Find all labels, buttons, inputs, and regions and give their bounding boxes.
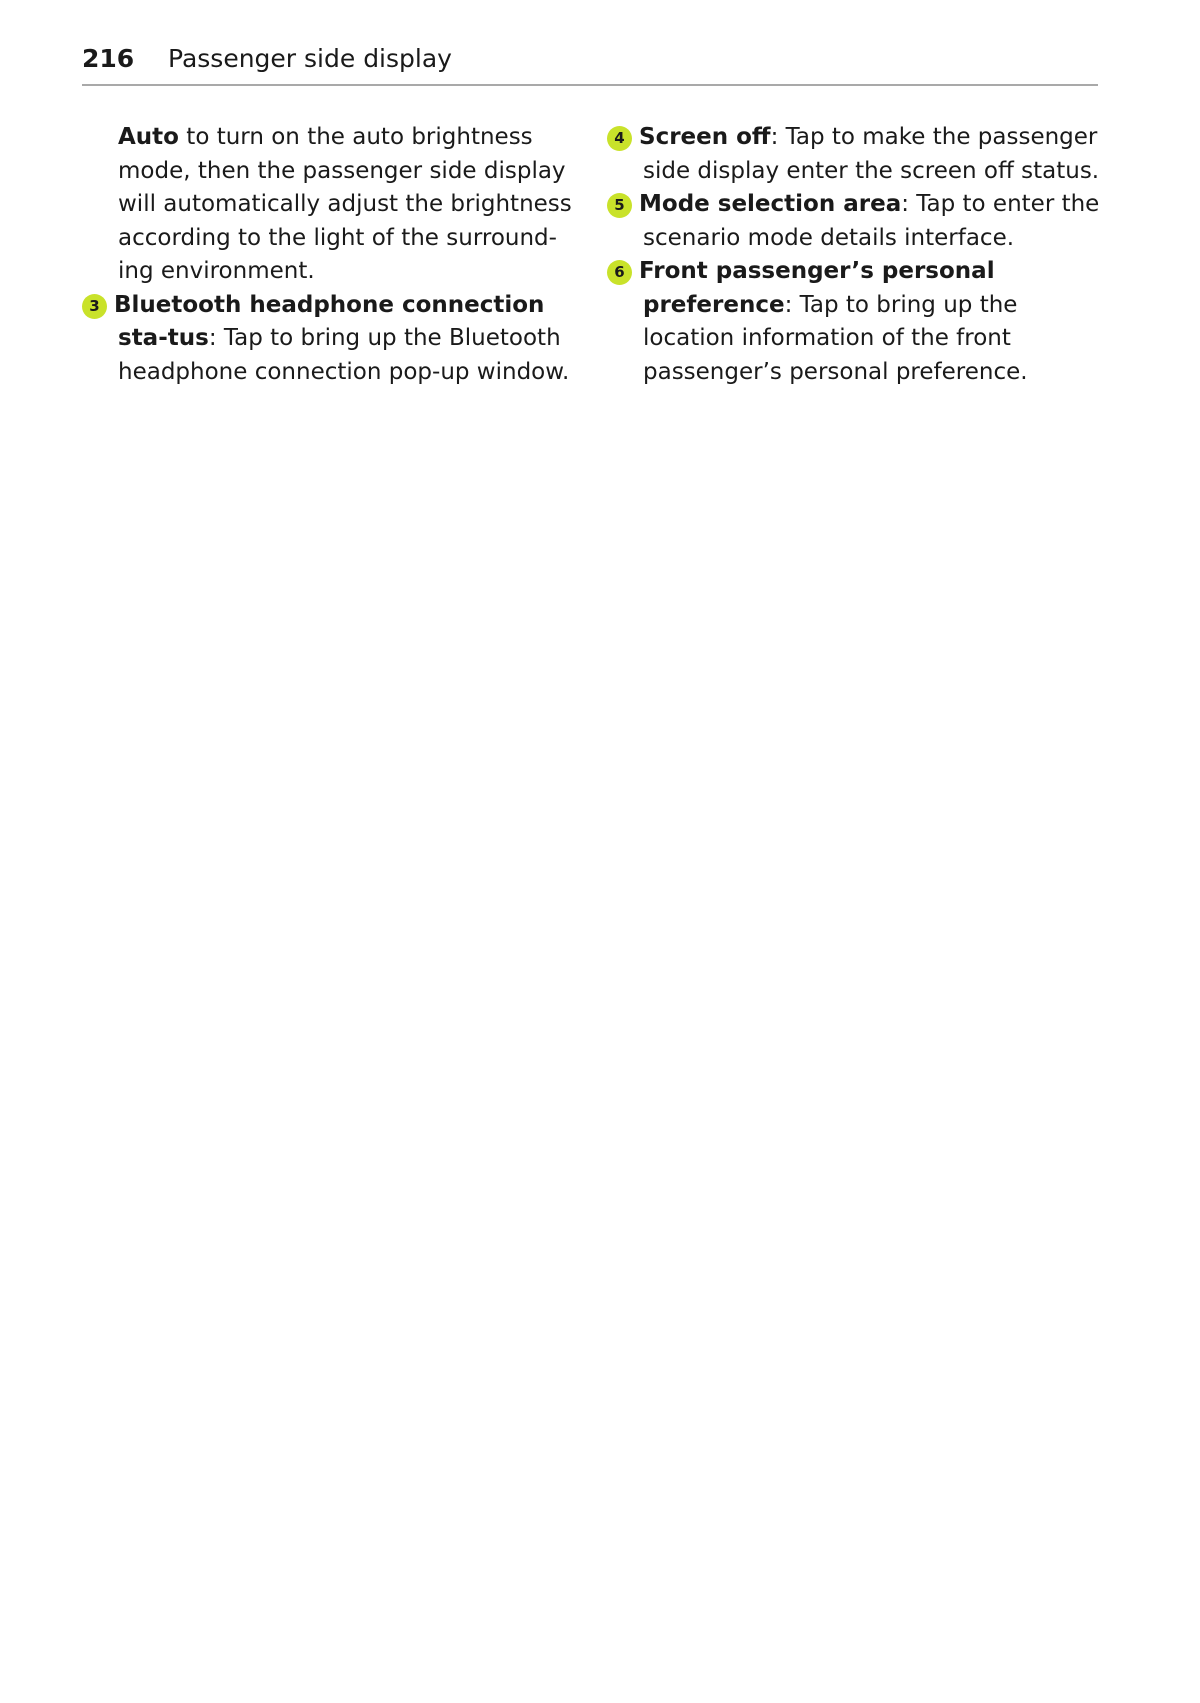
auto-description: to turn on the auto brightness mode, then the passenger side display will automatically adjust the brightness according to the light of the surround-ing environment. [118,124,572,284]
running-title: Passenger side display [168,44,452,73]
callout-badge-3: 3 [82,294,107,319]
callout-term-3: Bluetooth headphone connection sta-tus [114,291,545,351]
page-header [82,44,1098,86]
callout-term-4: Screen off [639,124,771,150]
callout-item-5 [607,188,1107,255]
callout-item-6 [607,255,1107,389]
callout-term-5: Mode selection area [639,191,902,217]
callout-item-4 [607,121,1107,188]
page-number: 216 [82,44,135,73]
callout-badge-5: 5 [607,193,632,218]
left-column [82,121,582,389]
callout-text-6: : Tap to bring up the location information of the front passenger’s personal preference. [643,291,1028,385]
callout-text-3: : Tap to bring up the Bluetooth headphone connection pop-up window. [118,325,570,385]
callout-text-4: : Tap to make the passenger side display enter the screen off status. [643,124,1100,184]
auto-brightness-paragraph [82,121,582,289]
callout-badge-6: 6 [607,260,632,285]
callout-text-5: : Tap to enter the scenario mode details interface. [643,191,1100,251]
callout-term-6: Front passenger’s personal preference [639,258,995,318]
auto-term: Auto [118,124,179,150]
right-column [607,121,1107,389]
callout-item-3 [82,289,582,390]
callout-badge-4: 4 [607,126,632,151]
